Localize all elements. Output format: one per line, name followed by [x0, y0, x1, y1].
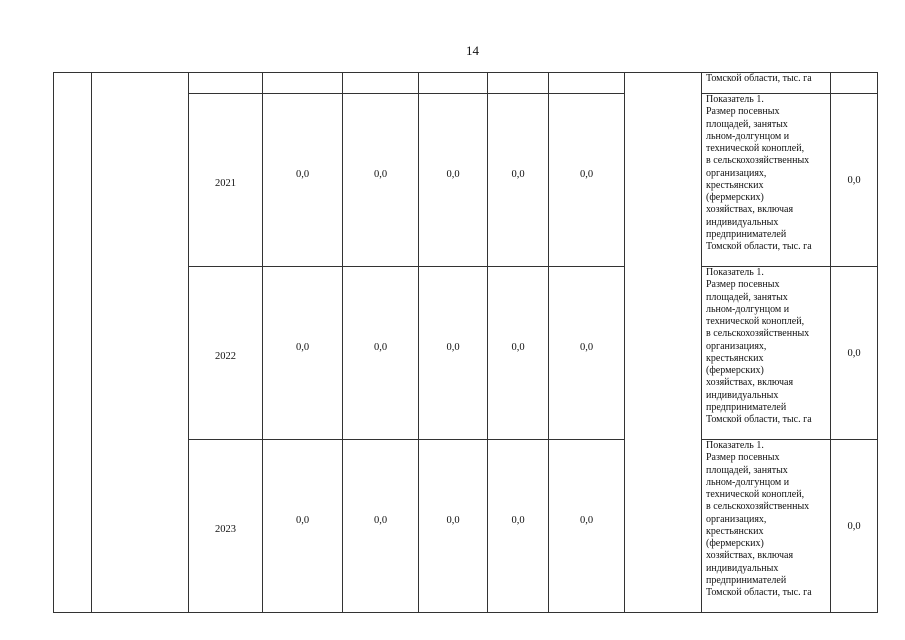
- cell-target-value: [831, 73, 878, 94]
- cell-target-value: 0,0: [831, 440, 878, 613]
- cell-indicator: Томской области, тыс. га: [702, 73, 831, 94]
- cell-task-name: [92, 73, 189, 613]
- cell-indicator: Показатель 1. Размер посевных площадей, занятых льном-долгунцом и технической коноплей, в сельскохозяйственных организациях, крестьянских (фермерских) хозяйствах, включая индивидуальных предпринимателей Томской области, тыс. га: [702, 267, 831, 440]
- cell-value: 0,0: [419, 94, 488, 267]
- cell-value: 0,0: [549, 94, 625, 267]
- cell-value: 0,0: [343, 94, 419, 267]
- cell-value: 0,0: [263, 440, 343, 613]
- cell-target-value: 0,0: [831, 94, 878, 267]
- cell-number: [54, 73, 92, 613]
- cell-value: 0,0: [549, 440, 625, 613]
- cell-value: [419, 73, 488, 94]
- page-number: 14: [466, 43, 479, 58]
- cell-value: 0,0: [343, 440, 419, 613]
- cell-year: [189, 73, 263, 94]
- cell-year: 2023: [189, 440, 263, 613]
- table-row-continued: [54, 73, 878, 94]
- cell-value: 0,0: [488, 94, 549, 267]
- cell-value: [343, 73, 419, 94]
- program-table: [53, 72, 878, 613]
- cell-value: [263, 73, 343, 94]
- cell-value: 0,0: [549, 267, 625, 440]
- cell-value: 0,0: [343, 267, 419, 440]
- cell-executor: [625, 73, 702, 613]
- cell-year: 2022: [189, 267, 263, 440]
- cell-value: [549, 73, 625, 94]
- cell-year: 2021: [189, 94, 263, 267]
- cell-value: 0,0: [263, 267, 343, 440]
- cell-value: [488, 73, 549, 94]
- cell-value: 0,0: [488, 440, 549, 613]
- cell-value: 0,0: [419, 267, 488, 440]
- cell-value: 0,0: [263, 94, 343, 267]
- cell-value: 0,0: [419, 440, 488, 613]
- cell-indicator: Показатель 1. Размер посевных площадей, занятых льном-долгунцом и технической коноплей, в сельскохозяйственных организациях, крестьянских (фермерских) хозяйствах, включая индивидуальных предпринимателей Томской области, тыс. га: [702, 440, 831, 613]
- cell-target-value: 0,0: [831, 267, 878, 440]
- cell-value: 0,0: [488, 267, 549, 440]
- cell-indicator: Показатель 1. Размер посевных площадей, занятых льном-долгунцом и технической коноплей, в сельскохозяйственных организациях, крестьянских (фермерских) хозяйствах, включая индивидуальных предпринимателей Томской области, тыс. га: [702, 94, 831, 267]
